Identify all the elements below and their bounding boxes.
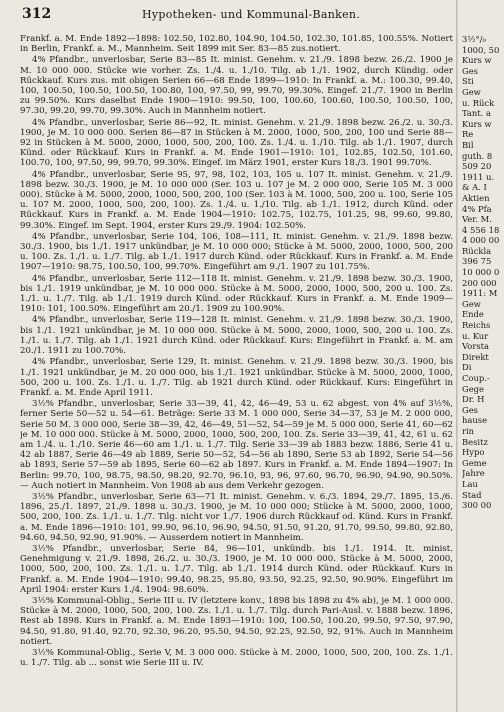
margin-fragment: Bil [462, 139, 474, 150]
paragraph: 3½% Pfandbr., unverlosbar, Serie 33—39, 41, 42, 46—49, 53 u. 62 abgest. von 4% auf 3½%, ferner Serie 50—52 u. 54—61. Beträge: Serie 33 M. 1 000 000, Serie 34—37, 53 je M. 2 000 000, Serie 50 M. 3 000 000, Serie 38—39, 42, 46—49, 51—52, 54—59 je M. 5 000 000, Serie 41, 60—62 je M. 10 000 000. Stücke à M. 5000, 2000, 1000, 500, 200, 100. Zs. Serie 33—39, 41, 42, 61 u. 62 am 1./4. u. 1./10. Serie 46—60 am 1./1. u. 1./7. Tilg. Serie 33—39 ab 1883 bezw. 1886, Serie 41 u. 42 ab 1887, Serie 46—49 ab 1889, Serie 50—52, 54—56 ab 1890, Serie 53 ab 1892, Serie 54—56 ab 1893, Serie 57—59 ab 1895, Serie 60—62 ab 1897. Kurs in Frankf. a. M. Ende 1894—1907: In Berlin: 99.70, 100, 98.75, 98.50, 98.20, 92.70, 96.10, 93, 96, 97.60, 96.70, 96.90, 94.90, 90.50%. — Auch notiert in Mannheim. Von 1908 ab aus dem Verkehr gezogen. [20, 399, 453, 491]
margin-fragment: Besitz [462, 436, 488, 447]
margin-fragment: Sti [462, 76, 474, 87]
margin-fragment: Lau [462, 478, 478, 489]
margin-fragment: u. Rück [462, 97, 495, 108]
paragraph: 4% Pfandbr., unverlosbar, Serie 119—128 It. minist. Genehm. v. 21./9. 1898 bezw. 30./3. 1900, bis 1./1. 1921 unkündbar, je M. 10 000 000. Stücke à M. 5000, 2000, 1000, 500, 200 u. 100. Zs. 1./1. u. 1./7. Tilg. ab 1./1. 1921 durch Künd. oder Rückkauf. Kurs: Eingeführt in Frankf. a. M. am 20./1. 1911 zu 100.70%. [20, 315, 453, 357]
margin-fragment: & A. I [462, 182, 487, 193]
margin-fragment: 1911: M [462, 288, 498, 299]
margin-fragment: Ende [462, 309, 484, 320]
margin-fragment: 10 000 0 [462, 267, 500, 278]
margin-fragment: Gew [462, 86, 481, 97]
margin-fragment: Direkt [462, 351, 489, 362]
paragraph: 3½% Pfandbr., unverlosbar, Serie 63—71 It. minist. Genehm. v. 6./3. 1894, 29./7. 1895, 15./6. 1896, 25./1. 1897, 21./9. 1898 u. 30./3. 1900, je M. 10 000 000; Stücke à M. 5000, 2000, 1000, 500, 200, 100. Zs. 1./1. u. 1./7. Tilg. nicht vor 1./7. 1906 durch Rückkauf od. Künd. Kurs in Frankf. a. M. Ende 1896—1910: 101, 99.90, 96.10, 96.90, 94.50, 91.50, 91.20, 91.70, 99.50, 99.80, 92.80, 94.60, 94.50, 92.90, 91.90%. — Ausserdem notiert in Mannheim. [20, 491, 453, 543]
paragraph: 3½% Kommunal-Oblig., Serie III u. IV (letztere konv., 1898 bis 1898 zu 4% ab), je M. 1 000 000. Stücke à M. 2000, 1000, 500, 200, 100. Zs. 1./1. u. 1./7. Tilg. durch Pari-Ausl. v. 1888 bezw. 1896, Rest ab 1898. Kurs in Frankf. a. M. Ende 1893—1910: 100, 100.50, 100.20, 99.50, 97.50, 97.90, 94.50, 91.80, 91.40, 92.70, 92.30, 96.20, 95.50, 94.50, 92.25, 92.50, 92, 91%. Auch in Mannheim notiert. [20, 595, 453, 647]
margin-fragment: Re [462, 129, 474, 140]
margin-fragment: Aktien [462, 192, 490, 203]
page-header [22, 6, 452, 24]
margin-fragment: Kurs w [462, 55, 492, 66]
margin-fragment: 4 000 00 [462, 235, 500, 246]
margin-fragment: 1000, 50 [462, 44, 500, 55]
margin-fragment: Reichs [462, 320, 491, 331]
paragraph: 4% Pfandbr., unverlosbar, Serie 83—85 It. minist. Genehm. v. 21./9. 1898 bezw. 26./2. 1900 je M. 10 000 000. Stücke wie vorher. Zs. 1./4. u. 1./10. Tilg. ab 1./1. 1902, durch Kündig. oder Rückkauf. Kurs zus. mit obigen Serien 66—68 Ende 1899—1910: In Frankf. a. M.: 100.30, 99.40, 100, 100.50, 100.50, 100.50, 100.80, 100, 97.50, 99, 99.70, 99.30%. Eingef. 21./7. 1900 in Berlin zu 99.50%. Kurs daselbst Ende 1900—1910: 99.50, 100, 100.60, 100.60, 100.50, 100.50, 100, 97.30, 99.20, 99.70, 99.30%. Auch in Mannheim notiert. [20, 55, 453, 117]
adjacent-page-fragments [462, 34, 504, 704]
margin-fragment: 1911 u. [462, 171, 495, 182]
paragraph: 4% Pfandbr., unverlosbar, Serie 95, 97, 98, 102, 103, 105 u. 107 It. minist. Genehm. v. 21./9. 1898 bezw. 30./3. 1900, je M. 10 000 000 (Ser. 103 u. 107 je M. 2 000 000, Serie 105 M. 3 000 000). Stücke à M. 5000, 2000, 1000, 500, 200, 100 (Ser. 103 à M. 1000, 500, 200 u. 100, Serie 105 u. 107 M. 2000, 1000, 500, 200, 100). Zs. 1./4. u. 1./10. Tilg. ab 1./1. 1912, durch Künd. oder Rückkauf. Kurs in Frankf. a. M. Ende 1904—1910: 102.75, 102.75, 101.25, 98, 99.60, 99.80, 99.30%. Eingef. im Sept. 1904, erster Kurs 29./9. 1904: 102.50%. [20, 169, 453, 231]
margin-fragment: Stad [462, 489, 482, 500]
margin-fragment: u. Kur [462, 330, 489, 341]
margin-fragment: Kurs w [462, 118, 492, 129]
margin-fragment: Hypo [462, 447, 485, 458]
page-number: 312 [22, 6, 52, 22]
margin-fragment: rin [462, 425, 475, 436]
paragraph: 3½% Kommunal-Oblig., Serie V, M. 3 000 000. Stücke à M. 2000, 1000, 500, 200, 100. Zs. 1./1. u. 1./7. Tilg. ab ... sonst wie Serie III u. IV. [20, 647, 453, 669]
margin-fragment: Ges [462, 404, 478, 415]
margin-fragment: Di [462, 362, 472, 373]
page-gutter [456, 0, 458, 712]
margin-fragment: 200 000 [462, 277, 497, 288]
margin-fragment: 4 556 18 [462, 224, 500, 235]
margin-fragment: hause [462, 415, 488, 426]
margin-fragment: 3½°/₀ [462, 34, 486, 44]
margin-fragment: Gew [462, 298, 481, 309]
margin-fragment: 396 75 [462, 256, 492, 267]
margin-fragment: Tant. a [462, 108, 492, 119]
margin-fragment: Vorsta [462, 341, 489, 352]
running-title: Hypotheken- und Kommunal-Banken. [142, 8, 361, 21]
margin-fragment: Gege [462, 383, 484, 394]
margin-fragment: Rückla [462, 245, 492, 256]
margin-fragment: Dr. H [462, 394, 485, 405]
paragraph: Frankf. a. M. Ende 1892—1898: 102.50, 102.80, 104.90, 104.50, 102.30, 101.85, 100.55%. Notiert in Berlin, Frankf. a. M., Mannheim. Seit 1899 mit Ser. 83—85 zus.notiert. [20, 34, 453, 55]
paragraph: 4% Pfandbr., unverlosbar, Serie 86—92, It. minist. Genehm. v. 21./9. 1898 bezw. 26./2. u. 30./3. 1900, je M. 10 000 000. Serien 86—87 in Stücken à M. 2000, 1000, 500, 200, 100 und Serie 88—92 in Stücken à M. 5000, 2000, 1000, 500, 200, 100. Zs. 1./4. u. 1./10. Tilg. ab 1./1. 1907, durch Künd. oder Rückkauf. Kurs in Frankf. a. M. Ende 1901—1910: 101, 102.85, 102.50, 101.60, 100.70, 100, 97.50, 99, 99.70, 99.30%. Eingef. im März 1901, erster Kurs 18./3. 1901 99.70%. [20, 117, 453, 169]
margin-fragment: guth. 8 [462, 150, 493, 161]
paragraph: 4% Pfandbr., unverlosbar, Serie 129, It. minist. Genehm. v. 21./9. 1898 bezw. 30./3. 1900, bis 1./1. 1921 unkündbar, je M. 20 000 000, bis 1./1. 1921 unkündbar. Stücke à M. 5000, 2000, 1000, 500, 200 u. 100. Zs. 1./1. u. 1./7. Tilg. ab 1921 durch Künd. oder Rückkauf. Kurs: Eingeführt in Frankf. a. M. Ende April 1911. [20, 357, 453, 398]
margin-fragment: Coup.- [462, 373, 490, 383]
margin-fragment: Ver. M. [462, 214, 492, 225]
paragraph: 4% Pfandbr., unverlosbar, Serie 112—118 It. minist. Genehm. v. 21./9. 1898 bezw. 30./3. 1900, bis 1./1. 1919 unkündbar, je M. 10 000 000. Stücke à M. 5000, 2000, 1000, 500, 200 u. 100. Zs. 1./1. u. 1./7. Tilg. ab 1./1. 1919 durch Künd. oder Rückkauf. Kurs in Frankf. a. M. Ende 1909—1910: 101, 100.50%. Eingeführt am 20./1. 1909 zu 100.90%. [20, 273, 453, 315]
main-text-column [20, 34, 453, 704]
margin-fragment: 300 00 [462, 500, 492, 511]
paragraph: 4% Pfandbr., unverlosbar, Serie 104, 106, 108—111, It. minist. Genehm. v. 21./9. 1898 bezw. 30./3. 1900, bis 1./1. 1917 unkündbar, je M. 10 000 000; Stücke à M. 5000, 2000, 1000, 500, 200 u. 100. Zs. 1./1. u. 1./7. Tilg. ab 1./1. 1917 durch Künd. oder Rückkauf. Kurs in Frankf. a. M. Ende 1907—1910: 98.75, 100.50, 100, 99.70%. Eingeführt am 9./1. 1907 zu 101.75%. [20, 231, 453, 273]
margin-fragment: Jahre [462, 468, 485, 479]
margin-fragment: 509 20 [462, 161, 492, 172]
paragraph: 3½% Pfandbr., unverlosbar, Serie 84, 96—101, unkündb. bis 1./1. 1914. It. minist. Genehmigung v. 21./9. 1898, 26./2. u. 30./3. 1900, je M. 10 000 000. Stücke à M. 5000, 2000, 1000, 500, 200, 100. Zs. 1./1. u. 1./7. Tilg. ab 1./1. 1914 durch Künd. oder Rückkauf. Kurs in Frankf. a. M. Ende 1904—1910: 99.40, 98.25, 95.80, 93.50, 92.25, 92.50, 90.90%. Eingeführt im April 1904: erster Kurs 1./4. 1904: 98.60%. [20, 543, 453, 595]
margin-fragment: Geme [462, 457, 487, 468]
margin-fragment: 4% Pfa [462, 203, 492, 214]
margin-fragment: Ges [462, 65, 478, 76]
